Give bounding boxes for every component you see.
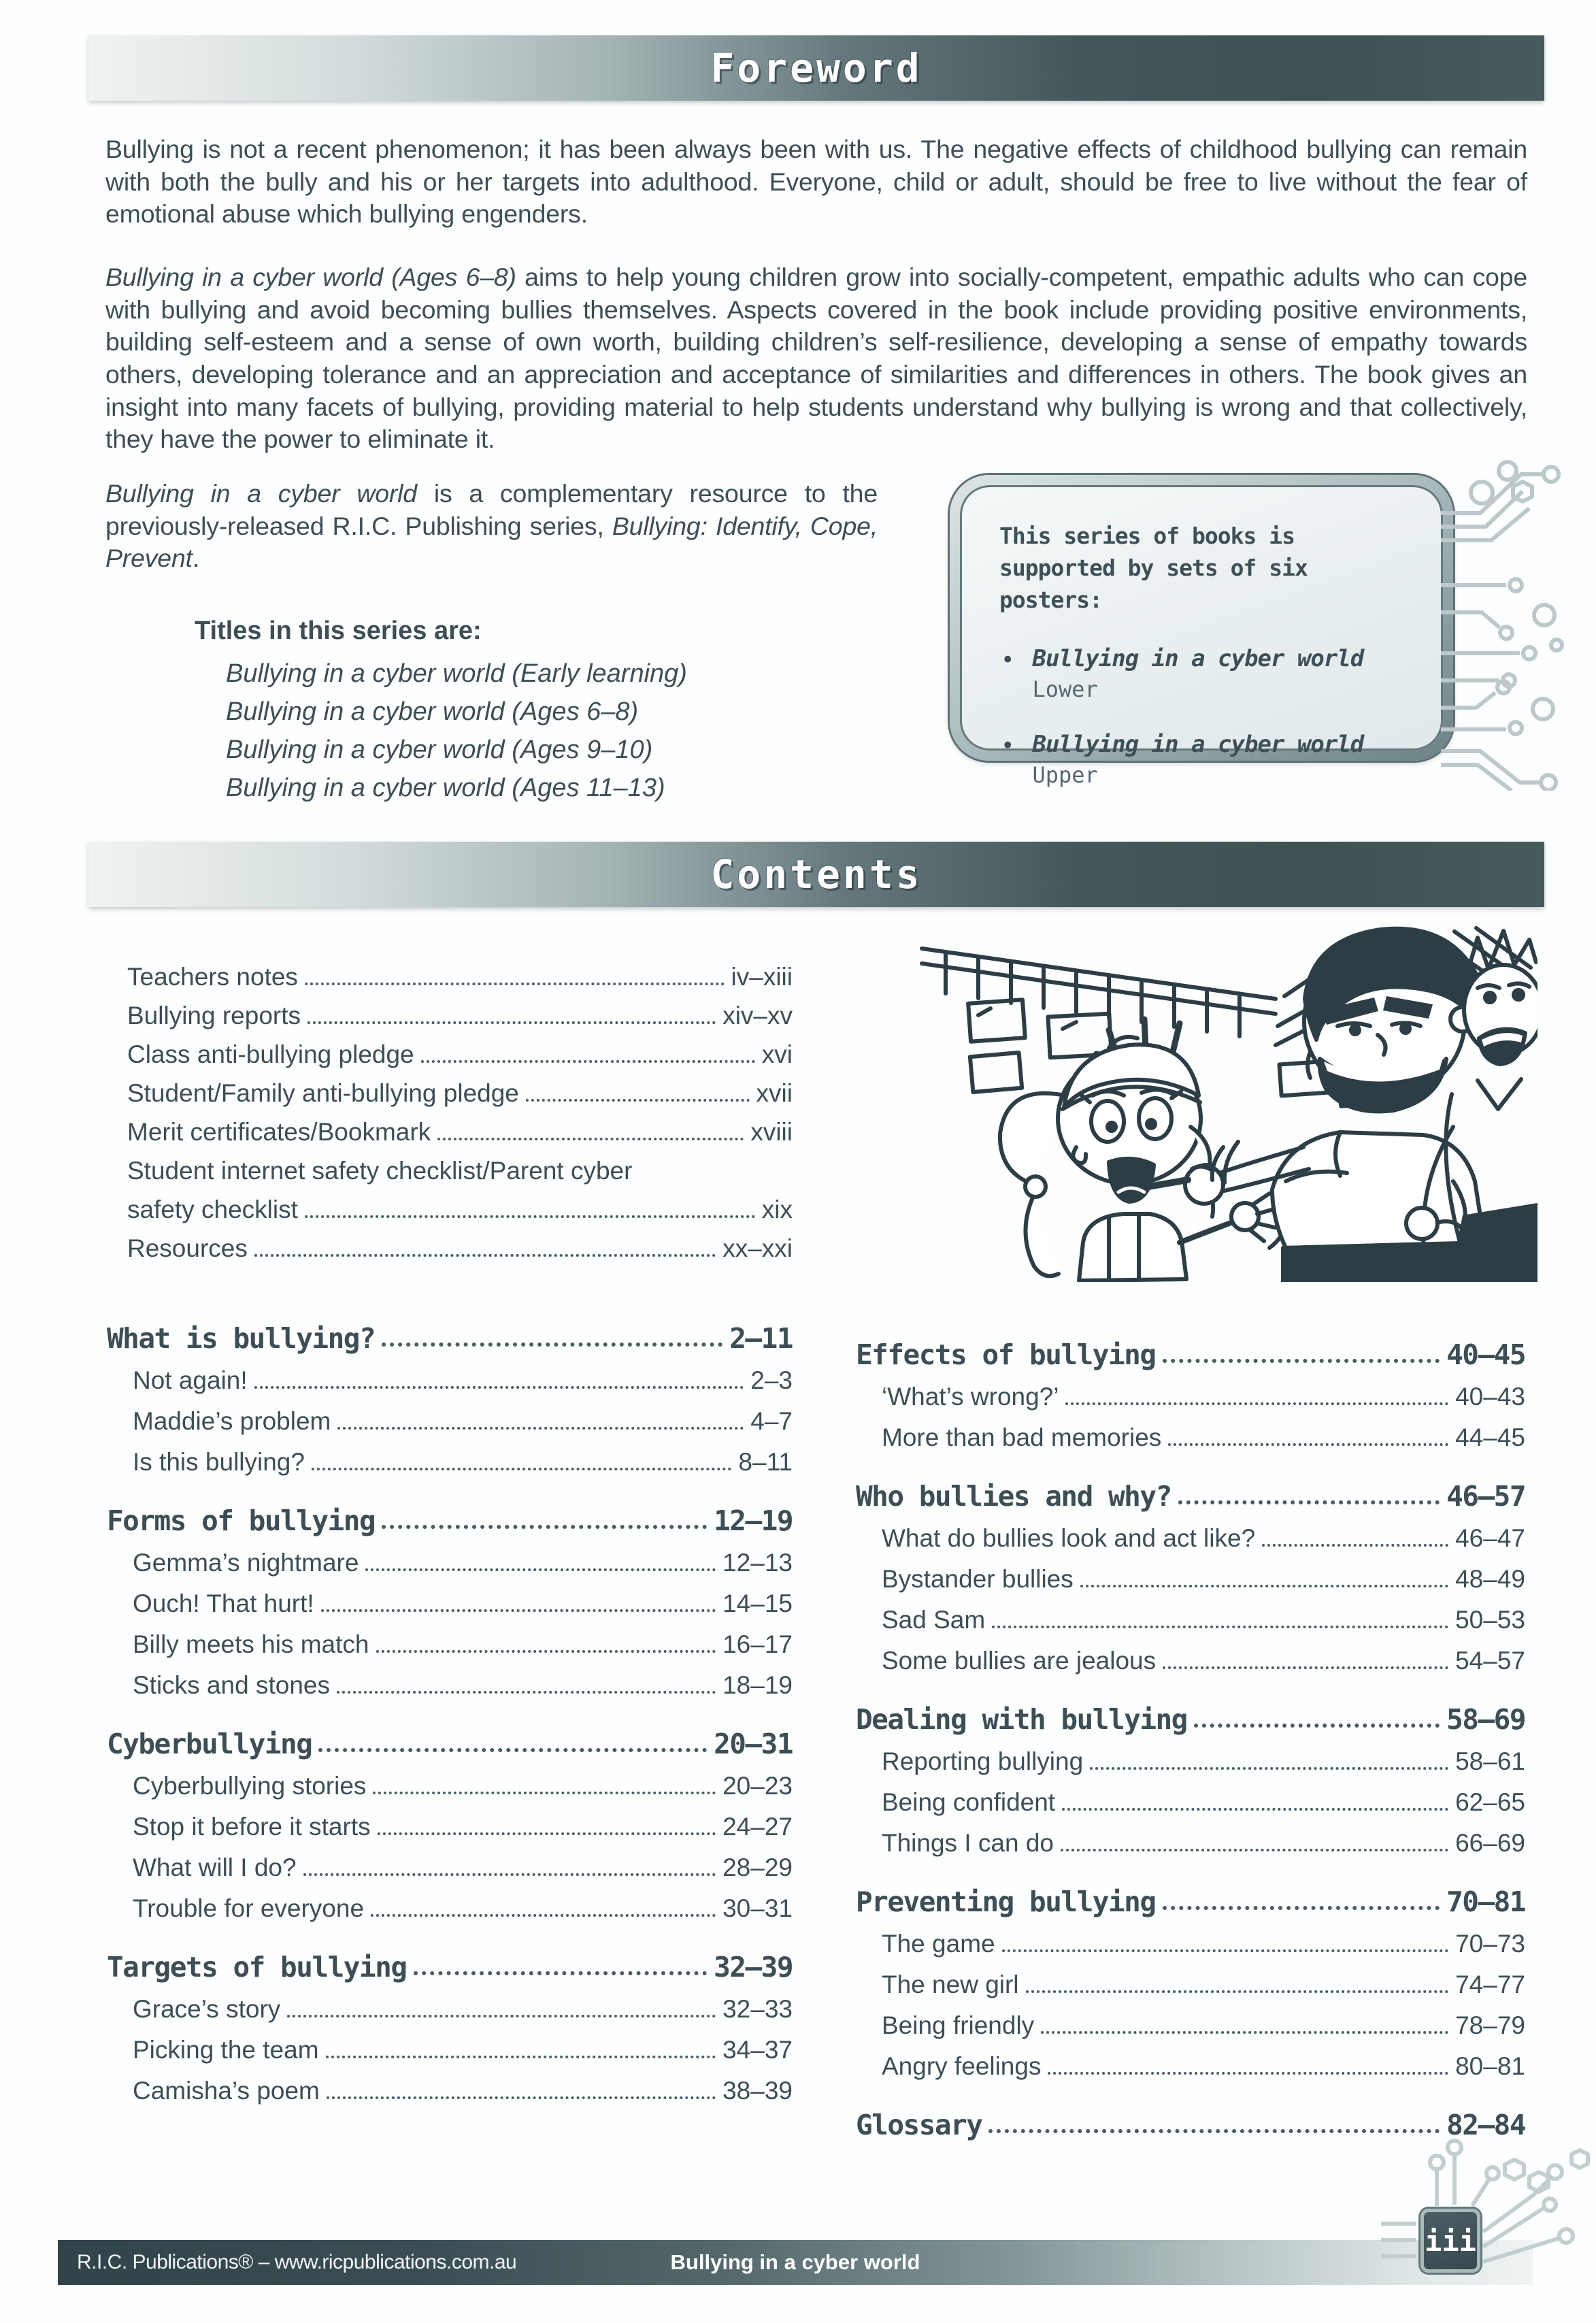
bullet-icon: •: [1001, 731, 1015, 759]
series-title-italic: Bullying: Identify, Cope, Prevent: [105, 511, 878, 573]
dotted-leader: [1163, 1359, 1440, 1363]
dotted-leader: [373, 1792, 716, 1794]
dotted-leader: [437, 1138, 744, 1140]
toc-section-title: What is bullying?: [107, 1321, 376, 1355]
toc-row: [856, 1735, 1525, 1776]
footer-book-title: Bullying in a cyber world: [670, 2250, 920, 2274]
toc-entry-label: Merit certificates/Bookmark: [127, 1118, 431, 1147]
toc-entry-page: 80–81: [1455, 2052, 1525, 2081]
toc-entry-page: 8–11: [738, 1448, 793, 1477]
series-title: Bullying in a cyber world (Early learning): [226, 659, 687, 688]
toc-section-header: [107, 1715, 793, 1760]
toc-entry-label: Not again!: [133, 1366, 248, 1395]
toc-entry-page: 48–49: [1455, 1565, 1525, 1594]
poster-list-item: [999, 645, 1416, 702]
book-title-italic: Bullying in a cyber world (Ages 6–8): [105, 263, 516, 291]
dotted-leader: [1065, 1402, 1448, 1405]
toc-entry-page: 32–33: [722, 1995, 793, 2024]
toc-section-title: Cyberbullying: [107, 1727, 312, 1760]
dotted-leader: [382, 1525, 707, 1529]
dotted-leader: [1080, 1585, 1448, 1587]
toc-section-pages: 12–19: [714, 1504, 793, 1537]
dotted-leader: [254, 1254, 716, 1257]
dotted-leader: [312, 1468, 731, 1470]
toc-row: [107, 1577, 793, 1618]
dotted-leader: [337, 1691, 716, 1694]
toc-row: [107, 2064, 793, 2105]
toc-entry-page: 40–43: [1455, 1383, 1525, 1411]
toc-section-header: [856, 1690, 1525, 1735]
toc-section-header: [856, 1873, 1525, 1917]
toc-section-header: [107, 1309, 793, 1354]
dotted-leader: [1194, 1724, 1440, 1728]
dotted-leader: [1178, 1500, 1440, 1504]
toc-section-pages: 70–81: [1446, 1885, 1525, 1918]
toc-entry-label: Sticks and stones: [133, 1671, 330, 1700]
dotted-leader: [1062, 1808, 1448, 1811]
poster-series-level: Upper: [1032, 761, 1098, 788]
toc-entry-label: Angry feelings: [882, 2052, 1042, 2081]
toc-section: [107, 1309, 793, 1477]
toc-entry-label: Student/Family anti-bullying pledge: [127, 1079, 519, 1108]
toc-section-title: Who bullies and why?: [856, 1479, 1171, 1513]
toc-section: [856, 1325, 1525, 1452]
dotted-leader: [287, 2015, 716, 2017]
contents-title: Contents: [710, 851, 922, 897]
toc-row: [127, 1224, 793, 1263]
toc-entry-page: iv–xiii: [731, 963, 793, 991]
toc-entry-label: Cyberbullying stories: [133, 1772, 367, 1800]
toc-row: [107, 1983, 793, 2024]
toc-section-header: [107, 1938, 793, 1983]
poster-list-item: [999, 731, 1416, 788]
toc-entry-page: 34–37: [722, 2036, 793, 2064]
toc-entry-page: 16–17: [722, 1630, 793, 1659]
toc-section: [107, 1715, 793, 1923]
toc-row: [856, 2040, 1525, 2081]
page-number-chip: [1420, 2209, 1480, 2273]
toc-section-pages: 2–11: [729, 1321, 793, 1355]
toc-row: [856, 1411, 1525, 1452]
toc-entry-page: 14–15: [722, 1589, 793, 1618]
toc-entry-label: What will I do?: [133, 1854, 297, 1882]
front-matter-list: [127, 953, 793, 1263]
toc-row: [856, 1594, 1525, 1634]
toc-row: [127, 991, 793, 1030]
dotted-leader: [321, 1609, 716, 1612]
contents-banner: [88, 842, 1544, 907]
toc-row: [107, 1800, 793, 1841]
toc-entry-page: 62–65: [1455, 1788, 1525, 1817]
toc-entry-page: 74–77: [1455, 1971, 1525, 1999]
toc-row: [856, 1776, 1525, 1817]
dotted-leader: [1048, 2072, 1448, 2075]
bullying-cartoon-illustration: [905, 923, 1537, 1282]
series-titles-list: [226, 655, 687, 807]
toc-row: [856, 1999, 1525, 2040]
dotted-leader: [526, 1099, 750, 1102]
series-title: Bullying in a cyber world (Ages 11–13): [226, 774, 665, 802]
toc-entry-label: Billy meets his match: [133, 1630, 369, 1659]
toc-row: [107, 1436, 793, 1477]
toc-entry-page: 12–13: [722, 1549, 793, 1577]
toc-entry-label: More than bad memories: [882, 1423, 1162, 1452]
toc-entry-label: Trouble for everyone: [133, 1894, 365, 1923]
foreword-title: Foreword: [710, 45, 922, 91]
toc-section-title: Forms of bullying: [107, 1504, 376, 1537]
footer-circuit-decoration-icon: [1381, 2130, 1596, 2323]
toc-row: [856, 1512, 1525, 1553]
toc-entry-label: Maddie’s problem: [133, 1407, 331, 1436]
toc-section-pages: 58–69: [1446, 1702, 1525, 1736]
toc-entry-page: 4–7: [750, 1407, 793, 1436]
dotted-leader: [421, 1060, 755, 1063]
toc-entry-page: xx–xxi: [722, 1234, 793, 1263]
toc-entry-page: 28–29: [722, 1854, 793, 1882]
poster-box-heading: This series of books is supported by sets of six posters:: [999, 523, 1308, 613]
toc-row: [856, 1817, 1525, 1858]
dotted-leader: [992, 1626, 1448, 1628]
toc-entry-label: Things I can do: [882, 1829, 1054, 1858]
dotted-leader: [371, 1914, 716, 1917]
toc-row: [107, 1841, 793, 1882]
dotted-leader: [1041, 2031, 1448, 2034]
poster-info-box: [950, 475, 1453, 788]
toc-entry-page: xvii: [756, 1079, 793, 1108]
toc-section-title: Effects of bullying: [856, 1338, 1156, 1371]
dotted-leader: [365, 1568, 716, 1571]
toc-entry-page: xviii: [750, 1118, 793, 1147]
toc-row: [107, 1659, 793, 1700]
toc-row: [107, 1536, 793, 1577]
toc-section: [856, 1690, 1525, 1858]
dotted-leader: [1002, 1949, 1449, 1952]
poster-series-level: Lower: [1032, 676, 1098, 702]
toc-section-header: [856, 1467, 1525, 1512]
dotted-leader: [1026, 1990, 1449, 1993]
series-title: Bullying in a cyber world (Ages 6–8): [226, 697, 639, 726]
poster-series-title: Bullying in a cyber world: [1032, 730, 1364, 758]
dotted-leader: [307, 1021, 716, 1024]
toc-row: [127, 1108, 793, 1147]
dotted-leader: [327, 2096, 716, 2099]
toc-entry-page: 46–47: [1455, 1524, 1525, 1553]
toc-row: [107, 1354, 793, 1395]
toc-entry-page: 2–3: [750, 1366, 793, 1395]
toc-entry-label: The new girl: [882, 1971, 1019, 1999]
toc-entry-label: Student internet safety checklist/Parent cyber: [127, 1157, 633, 1185]
bullet-icon: •: [1001, 646, 1015, 674]
toc-entry-label: Bystander bullies: [882, 1565, 1074, 1594]
toc-entry-label: Being confident: [882, 1788, 1056, 1817]
toc-row: [856, 1370, 1525, 1411]
toc-entry-page: 50–53: [1455, 1606, 1525, 1634]
toc-row: [856, 1917, 1525, 1958]
toc-entry-label: Sad Sam: [882, 1606, 986, 1634]
toc-section-header: [107, 1492, 793, 1536]
dotted-leader: [337, 1427, 744, 1430]
toc-section-pages: 40–45: [1446, 1338, 1525, 1371]
foreword-paragraph-1: Bullying is not a recent phenomenon; it has been always been with us. The negative effects of childhood bullying can remain with both the bully and his or her targets into adulthood. Everyone, child or adult, should be free to live without the fear of emotional abuse which bullying engenders.: [105, 135, 1527, 229]
toc-entry-page: 30–31: [722, 1894, 793, 1923]
toc-entry-label: ‘What’s wrong?’: [882, 1383, 1059, 1411]
dotted-leader: [326, 2056, 716, 2058]
toc-row: [127, 1185, 793, 1224]
toc-section-pages: 46–57: [1446, 1479, 1525, 1513]
toc-entry-page: 20–23: [722, 1772, 793, 1800]
toc-entry-page: xix: [761, 1196, 793, 1224]
toc-entry-label: The game: [882, 1930, 995, 1958]
toc-entry-label: Bullying reports: [127, 1002, 301, 1030]
toc-left-column: [107, 1294, 793, 2105]
toc-entry-label: Picking the team: [133, 2036, 319, 2064]
dotted-leader: [305, 1215, 755, 1218]
toc-entry-label: safety checklist: [127, 1196, 298, 1224]
toc-entry-label: Gemma’s nightmare: [133, 1549, 359, 1577]
toc-section-pages: 32–39: [714, 1950, 793, 1983]
series-title: Bullying in a cyber world (Ages 9–10): [226, 736, 653, 764]
dotted-leader: [1168, 1443, 1448, 1446]
toc-entry-label: Some bullies are jealous: [882, 1647, 1157, 1675]
footer-publisher: R.I.C. Publications® – www.ricpublications.com.au: [77, 2251, 517, 2273]
toc-right-column: [856, 1311, 1525, 2141]
toc-row: [856, 1553, 1525, 1594]
toc-entry-page: 44–45: [1455, 1423, 1525, 1452]
toc-section-title: Dealing with bullying: [856, 1702, 1187, 1736]
toc-section-pages: 20–31: [714, 1727, 793, 1760]
toc-section-title: Preventing bullying: [856, 1885, 1156, 1918]
toc-entry-label: Reporting bullying: [882, 1747, 1084, 1776]
toc-entry-page: 78–79: [1455, 2011, 1525, 2040]
book-title-italic: Bullying in a cyber world: [105, 479, 417, 508]
toc-section: [107, 1492, 793, 1700]
toc-section-title: Targets of bullying: [107, 1950, 407, 1983]
toc-entry-page: xvi: [761, 1040, 793, 1069]
toc-row: [107, 1882, 793, 1923]
footer-bar: [58, 2240, 1533, 2285]
dotted-leader: [414, 1971, 708, 1975]
dotted-leader: [988, 2129, 1440, 2133]
dotted-leader: [303, 1873, 716, 1876]
foreword-paragraph-2: Bullying in a cyber world (Ages 6–8) aims to help young children grow into socially-competent, empathic adults who can cope with bullying and avoid becoming bullies themselves. Aspects covered in the book include providing positive environments, building self-esteem and a sense of own worth, building children’s self-resilience, developing a sense of empathy towards others, developing tolerance and an appreciation and acceptance of similarities and differences in others. The book gives an insight into many facets of bullying, providing material to help students understand why bullying is wrong and that collectively, they have the power to eliminate it.: [105, 263, 1527, 454]
dotted-leader: [1163, 1906, 1440, 1910]
toc-entry-page: 24–27: [722, 1813, 793, 1841]
dotted-leader: [1090, 1767, 1448, 1770]
toc-row: [107, 1395, 793, 1436]
toc-entry-label: Class anti-bullying pledge: [127, 1040, 414, 1069]
toc-row: [107, 2024, 793, 2064]
dotted-leader: [1163, 1666, 1448, 1669]
toc-row: [127, 953, 793, 991]
toc-entry-page: xiv–xv: [722, 1002, 793, 1030]
series-titles-heading: Titles in this series are:: [195, 616, 482, 645]
toc-entry-page: 38–39: [722, 2077, 793, 2105]
toc-row: [127, 1069, 793, 1108]
toc-section-pages: 82–84: [1446, 2108, 1525, 2141]
foreword-banner: [88, 35, 1544, 101]
circuit-decoration-icon: [1441, 444, 1591, 791]
toc-entry-label: Being friendly: [882, 2011, 1035, 2040]
toc-section: [107, 1938, 793, 2105]
toc-entry-page: 58–61: [1455, 1747, 1525, 1776]
toc-entry-page: 54–57: [1455, 1647, 1525, 1675]
dotted-leader: [378, 1832, 716, 1835]
dotted-leader: [1061, 1849, 1448, 1851]
dotted-leader: [376, 1650, 716, 1653]
dotted-leader: [254, 1386, 744, 1389]
dotted-leader: [382, 1342, 722, 1347]
toc-row: [107, 1760, 793, 1800]
toc-entry-label: Is this bullying?: [133, 1448, 305, 1477]
page-number: iii: [1425, 2224, 1476, 2258]
toc-entry-label: Ouch! That hurt!: [133, 1589, 314, 1618]
toc-entry-label: Stop it before it starts: [133, 1813, 371, 1841]
toc-section: [856, 1467, 1525, 1675]
toc-section: [856, 1873, 1525, 2081]
toc-entry-page: 70–73: [1455, 1930, 1525, 1958]
toc-row: [107, 1618, 793, 1659]
dotted-leader: [305, 983, 725, 985]
toc-entry-page: 66–69: [1455, 1829, 1525, 1858]
toc-row: [856, 1958, 1525, 1999]
toc-entry-label: Resources: [127, 1234, 248, 1263]
toc-entry-label: Grace’s story: [133, 1995, 281, 2024]
poster-series-title: Bullying in a cyber world: [1032, 644, 1364, 672]
dotted-leader: [318, 1748, 707, 1752]
toc-entry-page: 18–19: [722, 1671, 793, 1700]
toc-entry-label: What do bullies look and act like?: [882, 1524, 1256, 1553]
toc-row: [127, 1147, 793, 1185]
toc-entry-label: Teachers notes: [127, 963, 298, 991]
dotted-leader: [1262, 1544, 1448, 1547]
foreword-paragraph-3: Bullying in a cyber world is a complementary resource to the previously-released R.I.C. Publishing series, Bullying: Identify, Cope, Prevent.: [105, 479, 878, 573]
toc-row: [856, 1634, 1525, 1675]
toc-row: [127, 1030, 793, 1069]
toc-section-title: Glossary: [856, 2108, 982, 2141]
toc-entry-label: Camisha’s poem: [133, 2077, 320, 2105]
toc-section-header: [856, 1325, 1525, 1370]
